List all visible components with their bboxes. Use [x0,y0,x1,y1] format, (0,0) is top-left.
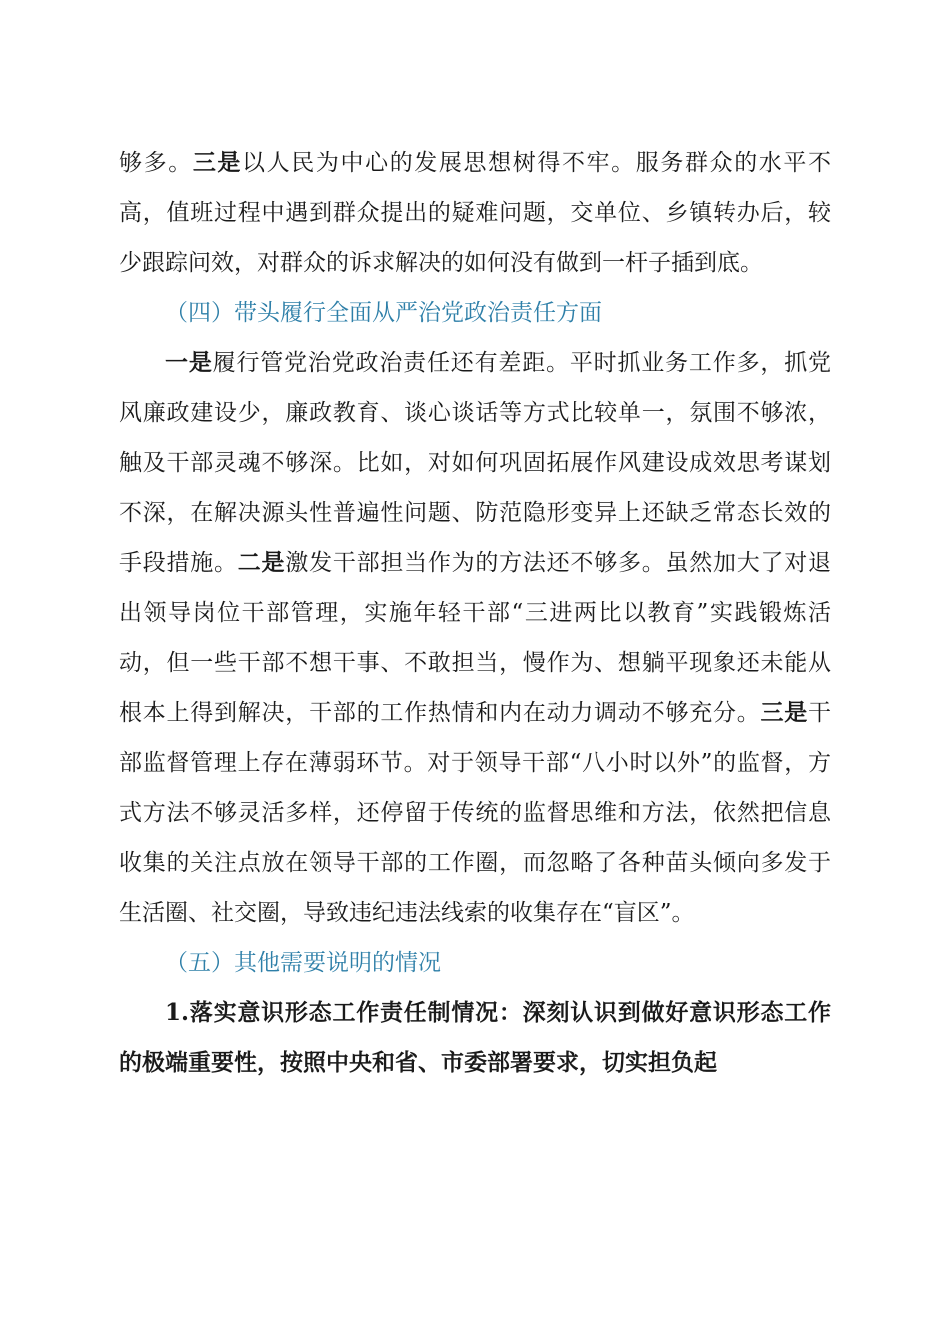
paragraph-text: 以人民为中心的发展思想树得不牢。服务群众的水平不高，值班过程中遇到群众提出的疑难问题，交单位、乡镇转办后，较少跟踪问效，对群众的诉求解决的如何没有做到一杆子插到底。 [119,150,832,276]
paragraph-text: 履行管党治党政治责任还有差距。平时抓业务工作多，抓党风廉政建设少，廉政教育、谈心谈话等方式比较单一，氛围不够浓，触及干部灵魂不够深。比如，对如何巩固拓展作风建设成效思考谋划不深，在解决源头性普遍性问题、防范隐形变异上还缺乏常态长效的手段措施。 [119,350,832,576]
paragraph-lead-marker: 二是 [237,549,286,576]
paragraph-continuation [119,138,831,288]
document-body [119,138,831,1088]
section-heading-5: （五）其他需要说明的情况 [165,950,441,976]
paragraph-lead-marker: 三是 [760,699,809,726]
section-heading-4: （四）带头履行全面从严治党政治责任方面 [165,300,602,326]
paragraph-text: 够多。 [119,150,193,176]
paragraph-text: 激发干部担当作为的方法还不够多。虽然加大了对退出领导岗位干部管理，实施年轻干部“三进两比以教育”实践锻炼活动，但一些干部不想干事、不敢担当，慢作为、想躺平现象还未能从根本上得到解决，干部的工作热情和内在动力调动不够充分。 [119,550,832,726]
paragraph-lead-marker: 一是 [165,349,213,376]
paragraph-text: 干部监督管理上存在薄弱环节。对于领导干部“八小时以外”的监督，方式方法不够灵活多样，还停留于传统的监督思维和方法，依然把信息收集的关注点放在领导干部的工作圈，而忽略了各种苗头倾向多发于生活圈、社交圈，导致违纪违法线索的收集存在“盲区”。 [119,700,832,926]
paragraph-party-responsibility [119,338,831,938]
paragraph-ideology-responsibility: 1.落实意识形态工作责任制情况：深刻认识到做好意识形态工作的极端重要性，按照中央和省、市委部署要求，切实担负起 [119,999,831,1076]
paragraph-lead-marker: 三是 [192,149,243,176]
